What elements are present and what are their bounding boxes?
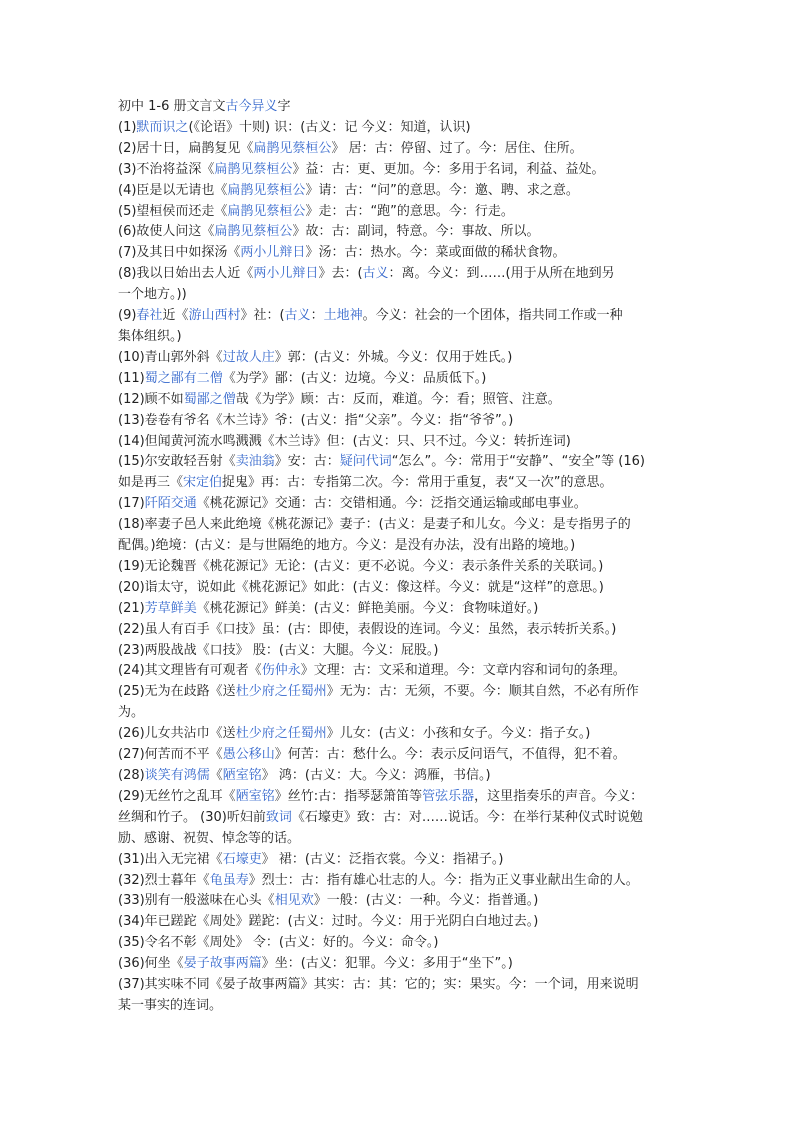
entry-text: 》 鸿：(古义：大。今义：鸿雁，书信。) — [261, 768, 491, 783]
entry-text: (25)无为在歧路《送 — [118, 684, 236, 700]
entry-line — [118, 411, 678, 432]
entry-link[interactable]: 扁鹊见蔡桓公 — [253, 140, 332, 156]
entry-text: (13)卷卷有爷名《木兰诗》爷：(古义：指“父亲”。今义：指“爷爷”。) — [118, 412, 514, 428]
entry-text: (《论语》十则) 识：( — [188, 119, 306, 135]
entry-line — [118, 452, 678, 473]
entry-link[interactable]: 管弦乐器 — [422, 788, 475, 804]
entry-line — [118, 557, 678, 578]
entry-text: 》汤：古：热水。今：菜或面做的稀状食物。 — [305, 245, 566, 261]
entry-text: 》无为：古：无须，不要。今：顺其自然，不必有所作 — [326, 684, 639, 700]
entry-line — [118, 494, 678, 515]
entry-line — [118, 808, 678, 829]
entry-text: 》 裙：(古义：泛指衣裳。今义：指裙子。) — [261, 851, 504, 867]
entry-link[interactable]: 卖油翁 — [235, 454, 275, 470]
entry-link[interactable]: 扁鹊见蔡桓公 — [227, 182, 306, 198]
entry-text: (1) — [118, 119, 137, 135]
entry-text: (22)虽人有百手《口技》虽：(古：即使，表假设的连词。今义：虽然，表示转折关系。) — [118, 621, 617, 637]
entry-text: (9) — [118, 308, 137, 324]
entry-line — [118, 891, 678, 912]
entry-list — [118, 118, 678, 1017]
entry-link[interactable]: 扁鹊见蔡桓公 — [214, 161, 293, 177]
entry-text: (8)我以日始出去人近《 — [118, 266, 254, 282]
entry-line — [118, 703, 678, 724]
entry-link[interactable]: 杜少府之任蜀州 — [235, 726, 327, 742]
entry-text: 《石壕吏》致：古：对……说话。今：在举行某种仪式时说勉 — [291, 809, 643, 825]
entry-text: 近《 — [162, 308, 189, 324]
title-link[interactable]: 古今异义 — [225, 99, 278, 114]
entry-link[interactable]: 疑问代词 — [339, 454, 392, 470]
entry-text: 》走：古：“跑”的意思。今：行走。 — [305, 203, 514, 219]
entry-line — [118, 160, 678, 181]
entry-link[interactable]: 相见欢 — [274, 893, 314, 909]
entry-link[interactable]: 致词 — [265, 809, 292, 825]
entry-text: (7)及其日中如探汤《 — [118, 245, 241, 261]
entry-text: 》郭：(古义：外城。今义：仅用于姓氏。) — [274, 349, 513, 365]
entry-link[interactable]: 游山西村 — [188, 308, 241, 324]
entry-text: (24)其文理皆有可观者《 — [118, 663, 262, 679]
entry-text: (33)别有一般滋味在心头《 — [118, 893, 275, 909]
entry-link[interactable]: 蜀鄙之僧 — [183, 391, 236, 407]
entry-text: 一个地方。)) — [118, 287, 187, 303]
entry-text: (17) — [118, 496, 145, 512]
entry-line — [118, 515, 678, 536]
entry-text: 》益：古：更、更加。今：多用于名词，利益、益处。 — [292, 161, 605, 177]
entry-text: 集体组织。) — [118, 328, 182, 344]
entry-line — [118, 285, 678, 306]
entry-text: (14)但闻黄河流水鸣溅溅《木兰诗》但：(古义：只、只不过。今义：转折连词) — [118, 433, 571, 449]
entry-line — [118, 306, 678, 327]
entry-text: 》坐：(古义：犯罪。今义：多用于“坐下”。) — [261, 956, 513, 972]
entry-link[interactable]: 陋室铭 — [235, 788, 275, 804]
entry-text: (2)居十日，扁鹊复见《 — [118, 140, 254, 156]
entry-text: (31)出入无完裙《 — [118, 851, 223, 867]
entry-text: (21) — [118, 600, 145, 616]
entry-text: 》何苦：古：愁什么。今：表示反问语气，不值得，犯不着。 — [274, 747, 626, 763]
entry-link[interactable]: 蜀之鄙有二僧 — [144, 370, 223, 386]
entry-text: 》文理：古：文采和道理。今：文章内容和词句的条理。 — [300, 663, 626, 679]
entry-line — [118, 850, 678, 871]
entry-text: 如是再三《 — [118, 475, 184, 491]
document-body — [118, 97, 678, 1017]
entry-link[interactable]: 石壕吏 — [222, 851, 262, 867]
entry-text: (6)故使人问这《 — [118, 224, 215, 240]
entry-link[interactable]: 扁鹊见蔡桓公 — [227, 203, 306, 219]
entry-line — [118, 327, 678, 348]
entry-line — [118, 661, 678, 682]
entry-link[interactable]: 土地神 — [323, 308, 363, 324]
entry-text: (27)何苦而不平《 — [118, 747, 223, 763]
entry-link[interactable]: 陋室铭 — [222, 768, 262, 783]
entry-line — [118, 787, 678, 808]
entry-text: (5)望桓侯而还走《 — [118, 203, 228, 219]
entry-text: 。今义：社会的一个团体，指共同工作或一种 — [362, 308, 623, 324]
entry-line — [118, 996, 678, 1017]
entry-line — [118, 641, 678, 662]
entry-line — [118, 181, 678, 202]
entry-link[interactable]: 阡陌交通 — [144, 496, 197, 512]
entry-text: (11) — [118, 370, 145, 386]
entry-text: 》丝竹:古：指琴瑟箫笛等 — [274, 788, 423, 804]
entry-line — [118, 829, 678, 850]
entry-line — [118, 348, 678, 369]
entry-line — [118, 536, 678, 557]
entry-text: ：离。今义：到……(用于从所在地到另 — [388, 266, 615, 282]
entry-line — [118, 954, 678, 975]
entry-line — [118, 139, 678, 160]
entry-line — [118, 871, 678, 892]
entry-line — [118, 975, 678, 996]
entry-text: “怎么”。今：常用于“安静”、“安全”等 (16) — [391, 454, 645, 470]
entry-line — [118, 620, 678, 641]
entry-text: 》烈士：古：指有雄心壮志的人。今：指为正义事业献出生命的人。 — [248, 872, 639, 888]
entry-text: 《桃花源记》交通：古：交错相通。今：泛指交通运输或邮电事业。 — [196, 496, 587, 512]
entry-text: 》一般：(古义：一种。今义：指普通。) — [313, 893, 539, 909]
entry-link[interactable]: 默而识之 — [136, 119, 189, 135]
entry-line — [118, 912, 678, 933]
entry-line — [118, 933, 678, 954]
entry-link[interactable]: 宋定伯 — [183, 475, 223, 491]
entry-link[interactable]: 愚公移山 — [222, 747, 275, 763]
entry-text: 《 — [209, 768, 223, 783]
entry-link[interactable]: 两小儿辩日 — [253, 266, 319, 282]
entry-text: ，这里指奏乐的声音。今义： — [474, 788, 644, 804]
entry-text: (35)令名不彰《周处》 令：(古义：好的。今义：命令。) — [118, 935, 439, 951]
entry-line — [118, 222, 678, 243]
entry-text: 》安：古： — [274, 454, 340, 470]
entry-line — [118, 432, 678, 453]
entry-text: ： — [310, 308, 324, 324]
entry-text: 捉鬼》再：古：专指第二次。今：常用于重复，表“又一次”的意思。 — [222, 475, 613, 491]
entry-text: (34)年已蹉跎《周处》蹉跎：(古义：过时。今义：用于光阴白白地过去。) — [118, 914, 539, 930]
entry-text: ：记 今义：知道，认识) — [331, 119, 471, 135]
entry-text: (4)臣是以无请也《 — [118, 182, 228, 198]
entry-text: 》 居：古：停留、过了。今：居住、住所。 — [331, 140, 583, 156]
entry-text: (28) — [118, 768, 145, 783]
entry-line — [118, 682, 678, 703]
entry-text: 励、感谢、祝贺、悼念等的话。 — [118, 830, 301, 846]
entry-line — [118, 202, 678, 223]
entry-text: (3)不治将益深《 — [118, 161, 215, 177]
entry-text: 哉《为学》顾：古：反而，难道。今：看；照管、注意。 — [235, 391, 561, 407]
entry-line — [118, 264, 678, 285]
entry-text: 古义 — [305, 119, 332, 135]
entry-text: (32)烈士暮年《 — [118, 872, 210, 888]
entry-text: (37)其实味不同《晏子故事两篇》其实：古：其：它的；实：果实。今：一个词，用来说明 — [118, 977, 639, 993]
entry-text: (20)诣太守，说如此《桃花源记》如此：(古义：像这样。今义：就是“这样”的意思。) — [118, 579, 604, 595]
entry-text: 配偶。)绝境：(古义：是与世隔绝的地方。今义：是没有办法，没有出路的境地。) — [118, 538, 576, 554]
entry-text: 》去：( — [318, 266, 363, 282]
entry-link[interactable]: 晏子故事两篇 — [183, 956, 262, 972]
entry-text: (12)顾不如 — [118, 391, 184, 407]
entry-line — [118, 243, 678, 264]
entry-text: (18)率妻子邑人来此绝境《桃花源记》妻子：(古义：是妻子和儿女。今义：是专指男子的 — [118, 517, 631, 533]
entry-text: 》请：古：“问”的意思。今：邀、聘、求之意。 — [305, 182, 579, 198]
entry-line — [118, 599, 678, 620]
entry-link[interactable]: 谈笑有鸿儒 — [144, 768, 210, 783]
entry-line — [118, 390, 678, 411]
entry-text: 《桃花源记》鲜美：(古义：鲜艳美丽。今义：食物味道好。) — [196, 600, 539, 616]
entry-link[interactable]: 扁鹊见蔡桓公 — [214, 224, 293, 240]
entry-text: (23)两股战战《口技》 股：(古义：大腿。今义：屁股。) — [118, 642, 439, 658]
entry-link[interactable]: 两小儿辩日 — [240, 245, 306, 261]
entry-text: (19)无论魏晋《桃花源记》无论：(古义：更不必说。今义：表示条件关系的关联词。) — [118, 558, 604, 574]
entry-line — [118, 745, 678, 766]
entry-line — [118, 724, 678, 745]
entry-text: (10)青山郭外斜《 — [118, 349, 223, 365]
entry-link[interactable]: 过故人庄 — [222, 349, 275, 365]
entry-line — [118, 578, 678, 599]
entry-link[interactable]: 伤仲永 — [261, 663, 301, 679]
document-title: 初中 1-6 册文言文古今异义字 — [118, 99, 291, 114]
entry-line — [118, 118, 678, 139]
entry-text: (15)尔安敢轻吾射《 — [118, 454, 236, 470]
entry-text: 为。 — [118, 705, 145, 721]
entry-text: 某一事实的连词。 — [118, 997, 223, 1013]
entry-line — [118, 369, 678, 390]
entry-link[interactable]: 古义 — [362, 266, 389, 282]
entry-link[interactable]: 古义 — [284, 308, 311, 324]
entry-text: 》故：古：副词，特意。今：事故、所以。 — [292, 224, 540, 240]
entry-text: 》社：( — [240, 308, 285, 324]
entry-link[interactable]: 春社 — [136, 308, 163, 324]
entry-line — [118, 473, 678, 494]
entry-link[interactable]: 杜少府之任蜀州 — [235, 684, 327, 700]
entry-text: (29)无丝竹之乱耳《 — [118, 788, 236, 804]
entry-line — [118, 766, 678, 787]
entry-text: 《为学》鄙：(古义：边境。今义：品质低下。) — [222, 370, 487, 386]
entry-text: 》儿女：(古义：小孩和女子。今义：指子女。) — [326, 726, 591, 742]
entry-text: (36)何坐《 — [118, 956, 184, 972]
entry-link[interactable]: 芳草鲜美 — [144, 600, 197, 616]
entry-link[interactable]: 龟虽寿 — [209, 872, 249, 888]
entry-text: 丝绸和竹子。 (30)听妇前 — [118, 809, 266, 825]
entry-text: (26)儿女共沾巾《送 — [118, 726, 236, 742]
